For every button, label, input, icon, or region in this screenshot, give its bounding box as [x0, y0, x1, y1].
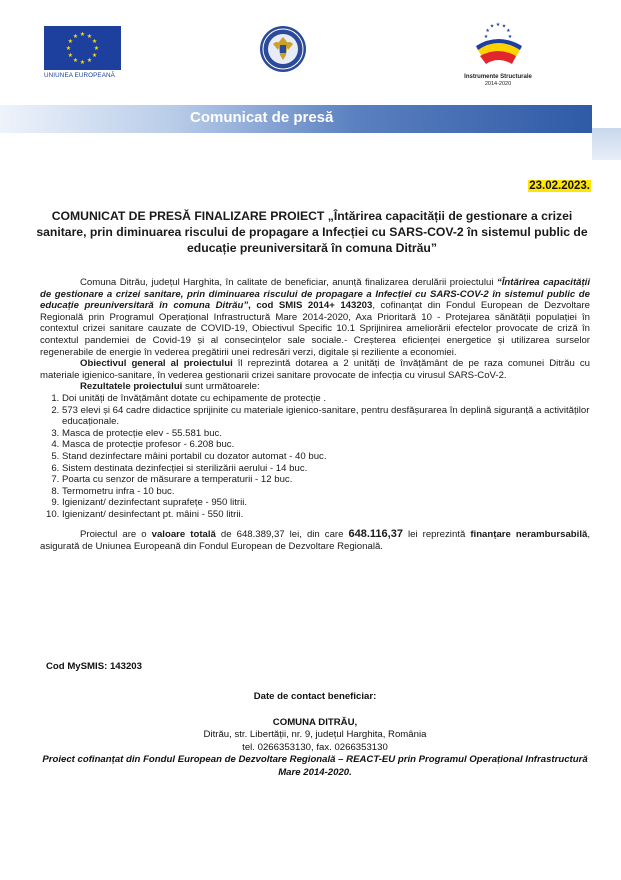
- eu-caption: UNIUNEA EUROPEANĂ: [44, 72, 115, 79]
- star-icon: ★: [489, 23, 495, 30]
- star-icon: ★: [485, 27, 490, 34]
- list-item: 2. 573 elevi și 64 cadre didactice sprijinite cu materiale igienico-sanitare, pentru desfășurarea în deplină siguranță a activităților educaționale.: [62, 405, 590, 428]
- contact-org: COMUNA DITRĂU,: [272, 716, 358, 728]
- list-item: 1. Doi unități de învățământ dotate cu echipamente de protecție .: [62, 393, 590, 405]
- document-title: COMUNICAT DE PRESĂ FINALIZARE PROIECT „Întărirea capacității de gestionare a crizei sanitare, prin diminuarea riscului de propagare a Infecției cu SARS-COV-2 în sistemul public de educație preuniversitară în comuna Ditrău”: [36, 209, 588, 255]
- contact-phone: tel. 0266353130, fax. 0266353130: [242, 741, 388, 753]
- star-icon: ★: [79, 59, 86, 67]
- list-item: 8. Termometru infra - 10 buc.: [62, 486, 590, 498]
- list-item: 6. Sistem destinata dezinfecției si sterilizării aerului - 14 buc.: [62, 463, 590, 475]
- list-item: 7. Poarta cu senzor de măsurare a temperaturii - 12 buc.: [62, 474, 590, 486]
- star-icon: ★: [483, 33, 489, 40]
- star-icon: ★: [86, 57, 93, 65]
- eu-logo: [44, 26, 121, 79]
- star-icon: ★: [501, 23, 507, 30]
- eu-flag-icon: [44, 26, 121, 70]
- star-icon: ★: [93, 45, 100, 53]
- document-body: [40, 277, 590, 553]
- intro-paragraph: Comuna Ditrău, județul Harghita, în calitate de beneficiar, anunță finalizarea derulării proiectului “Întărirea capacității de gestionare a crizei sanitare, prin diminuarea riscului de propagare a Infecției cu SARS-COV-2 în sistemul public de educație preuniversitară în comuna Ditrău”, cod SMIS 2014+ 143203, cofinanțat din Fondul European de Dezvoltare Regională prin Programul Operațional Infrastructură Mare 2014-2020, Axa Prioritară 10 - Protejarea sănătății populației în contextul crizei sanitare cauzate de COVID-19, Obiectivul Specific 10.1 Sprijinirea ameliorării efectelor provocate de criză în contextul pandemiei de Covid-19 și al consecințelor sale sociale.- Creșterea eficienței energetice și utilizarea surselor regenerabile de energie în vederea pregătirii unei redresări verzi, digitale și reziliente a economiei.: [40, 277, 591, 358]
- star-icon: ★: [65, 45, 72, 53]
- structural-instruments-logo: [456, 20, 540, 92]
- list-item: 5. Stand dezinfectare mâini portabil cu dozator automat - 40 buc.: [62, 451, 590, 463]
- list-item: 10. Igienizant/ desinfectant pt. mâini - 550 litrii.: [62, 509, 590, 521]
- star-icon: ★: [506, 27, 511, 34]
- results-section: [40, 381, 590, 520]
- star-icon: ★: [86, 32, 93, 40]
- contact-address: Ditrău, str. Libertății, nr. 9, județul Harghita, România: [203, 729, 427, 741]
- objective-paragraph: Obiectivul general al proiectului îl reprezintă dotarea a 2 unități de învățământ de pe raza comunei Ditrău cu materiale igienico-sanitare, în vederea gestionarii crizei sanitare provocate de infecția cu virusul SARS-CoV-2.: [40, 358, 590, 381]
- cofinancing-note: Proiect cofinanțat din Fondul European de Dezvoltare Regională – REACT-EU prin Programul Operațional Infrastructură Mare 2014-2020.: [42, 754, 588, 778]
- structural-instruments-icon: [456, 20, 540, 74]
- results-heading: Rezultatele proiectului sunt următoarele:: [80, 381, 260, 393]
- list-item: 9. Igienizant/ dezinfectant suprafețe - 950 litrii.: [62, 497, 590, 509]
- star-icon: ★: [67, 52, 74, 60]
- banner-accent: [592, 128, 621, 160]
- star-icon: ★: [72, 32, 79, 40]
- list-item: 4. Masca de protecție profesor - 6.208 buc.: [62, 439, 590, 451]
- press-release-banner: [0, 105, 592, 133]
- structural-instruments-caption: Instrumente Structurale 2014-2020: [464, 74, 532, 87]
- mysmis-code: Cod MySMIS: 143203: [46, 661, 142, 672]
- government-seal-icon: [258, 24, 308, 74]
- banner-title: Comunicat de presă: [190, 109, 334, 126]
- contact-heading: Date de contact beneficiar:: [253, 691, 377, 702]
- list-item: 3. Masca de protecție elev - 55.581 buc.: [62, 428, 590, 440]
- star-icon: ★: [91, 52, 98, 60]
- value-paragraph: Proiectul are o valoare totală de 648.389,37 lei, din care 648.116,37 lei reprezintă finanțare nerambursabilă, asigurată de Uniunea Europeană din Fondul European de Dezvoltare Regională.: [40, 528, 590, 553]
- star-icon: ★: [67, 38, 74, 46]
- header-logos: [0, 0, 621, 100]
- results-list: [40, 393, 590, 521]
- release-date: 23.02.2023.: [529, 180, 590, 192]
- star-icon: ★: [79, 31, 86, 39]
- star-icon: ★: [72, 57, 79, 65]
- star-icon: ★: [91, 38, 98, 46]
- contact-block: [40, 691, 590, 780]
- star-icon: ★: [495, 21, 501, 28]
- star-icon: ★: [507, 33, 513, 40]
